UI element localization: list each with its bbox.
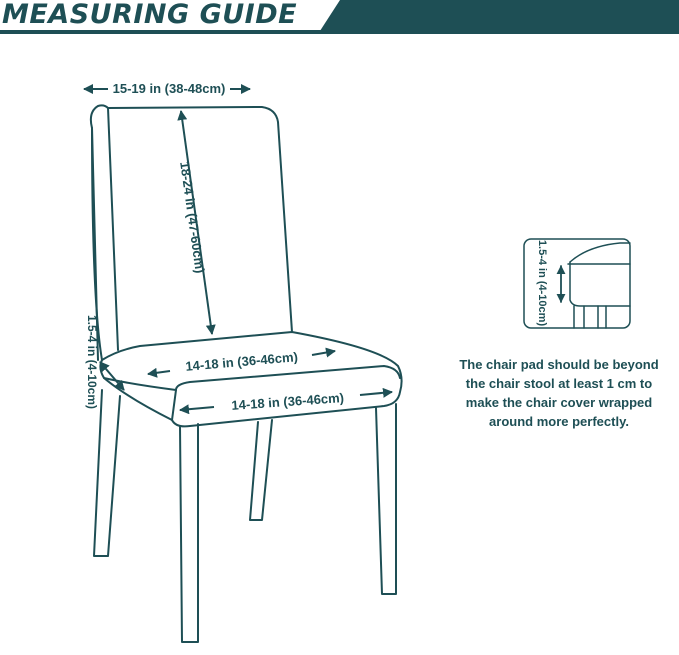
label-top-width: 15-19 in (38-48cm) xyxy=(112,81,226,96)
label-seat-front-width: 14-18 in (36-46cm) xyxy=(230,390,345,413)
note-line: around more perfectly. xyxy=(489,414,629,429)
page-title: MEASURING GUIDE xyxy=(2,0,298,30)
note-line: the chair stool at least 1 cm to xyxy=(465,376,653,391)
chair-seat xyxy=(100,332,401,426)
arrow-seat-depth-left xyxy=(148,371,170,374)
note-line: make the chair cover wrapped xyxy=(465,395,653,410)
chair-pad-note xyxy=(444,355,674,431)
label-seat-thickness: 1.5-4 in (4-10cm) xyxy=(85,314,99,410)
label-seat-depth: 14-18 in (36-46cm) xyxy=(184,349,299,374)
chair-outline xyxy=(91,105,402,642)
arrow-seat-front-right xyxy=(360,392,392,395)
arrow-seat-depth-right xyxy=(312,351,335,355)
chair-leg-back-right xyxy=(250,420,272,520)
chair-leg-back-left xyxy=(94,390,120,556)
arrow-seat-front-left xyxy=(180,407,214,410)
detail-inset xyxy=(524,239,630,328)
label-back-height: 18-24 in (47-60cm) xyxy=(177,160,208,275)
chair-leg-front-right xyxy=(376,404,396,594)
chair-leg-front-left xyxy=(180,424,198,642)
note-line: The chair pad should be beyond xyxy=(459,357,659,372)
detail-thickness-label: 1.5-4 in (4-10cm) xyxy=(536,239,548,327)
